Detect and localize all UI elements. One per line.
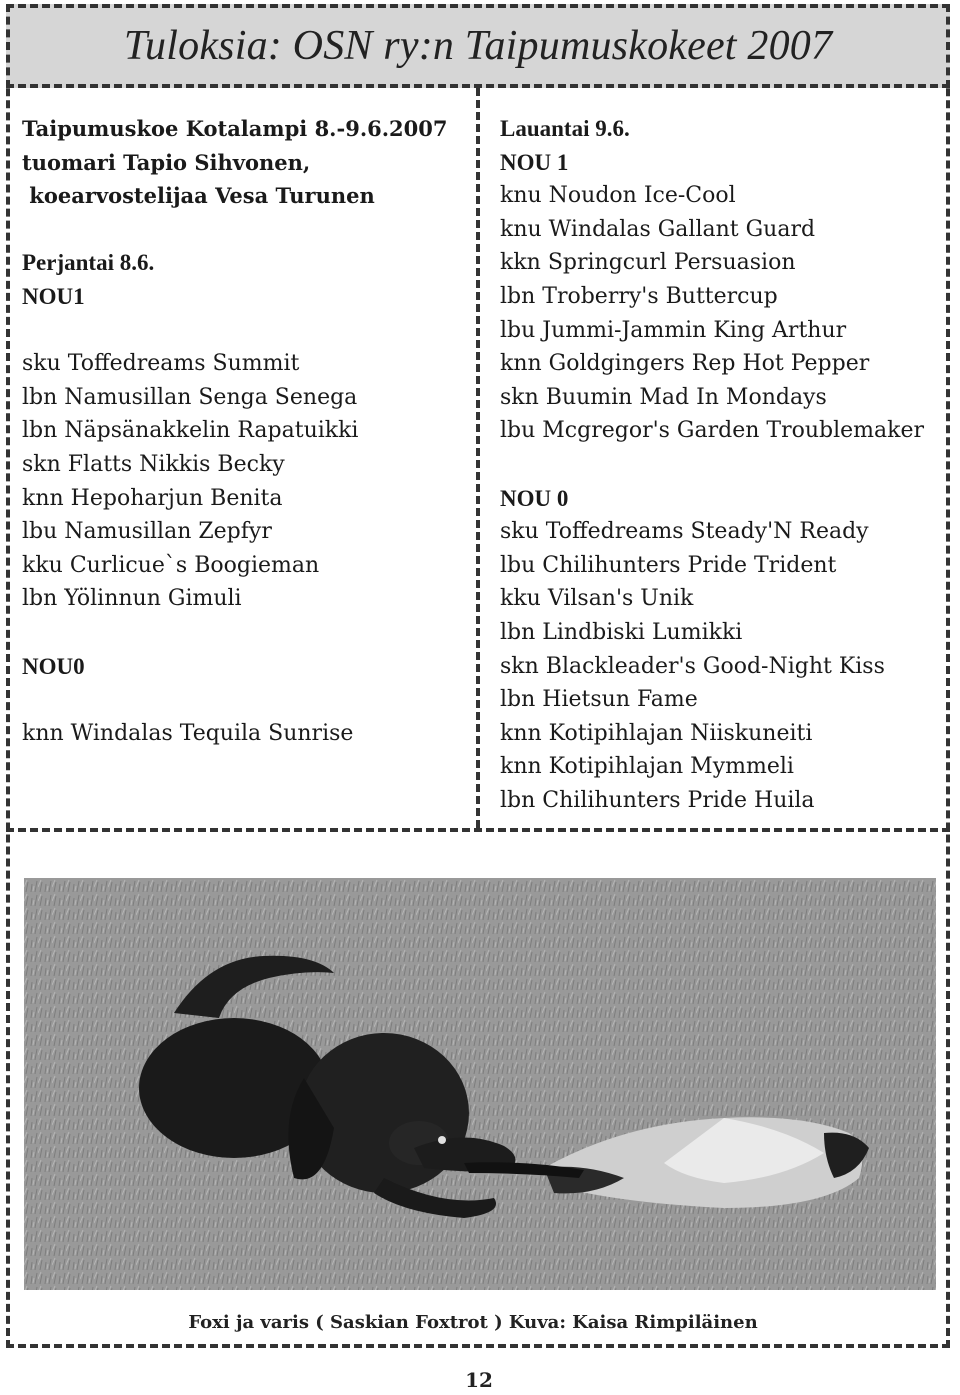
result-entry: lbu Mcgregor's Garden Troublemaker xyxy=(500,418,924,444)
right-column xyxy=(500,112,940,817)
photo-caption: Foxi ja varis ( Saskian Foxtrot ) Kuva: Kaisa Rimpiläinen xyxy=(188,1312,758,1333)
result-entry: kku Curlicue`s Boogieman xyxy=(22,552,320,578)
section-divider xyxy=(6,828,950,832)
result-entry: kku Vilsan's Unik xyxy=(500,586,694,612)
left-column xyxy=(22,112,467,750)
evaluator-line: koearvostelijaa Vesa Turunen xyxy=(22,183,375,209)
result-entry: lbu Chilihunters Pride Trident xyxy=(500,552,837,578)
result-entry: skn Blackleader's Good-Night Kiss xyxy=(500,653,885,679)
result-entry: knu Noudon Ice-Cool xyxy=(500,183,736,209)
result-entry: lbn Näpsänakkelin Rapatuikki xyxy=(22,418,359,444)
result-entry: skn Buumin Mad In Mondays xyxy=(500,384,827,410)
result-entry: knn Kotipihlajan Niiskuneiti xyxy=(500,720,813,746)
page-title: Tuloksia: OSN ry:n Taipumuskokeet 2007 xyxy=(123,23,833,69)
result-entry: skn Flatts Nikkis Becky xyxy=(22,451,285,477)
event-title: Taipumuskoe Kotalampi 8.-9.6.2007 xyxy=(22,116,448,141)
result-entry: lbn Chilihunters Pride Huila xyxy=(500,787,815,813)
result-entry: knn Windalas Tequila Sunrise xyxy=(22,720,354,746)
nou0-heading-saturday: NOU 0 xyxy=(500,485,569,511)
result-entry: lbn Lindbiski Lumikki xyxy=(500,619,743,645)
result-entry: lbn Hietsun Fame xyxy=(500,687,698,713)
result-entry: lbn Namusillan Senga Senega xyxy=(22,384,358,410)
result-entry: knn Hepoharjun Benita xyxy=(22,485,283,511)
column-divider xyxy=(476,88,480,828)
result-entry: lbu Namusillan Zepfyr xyxy=(22,519,272,545)
nou0-heading-friday: NOU0 xyxy=(22,653,85,679)
result-entry: knn Kotipihlajan Mymmeli xyxy=(500,754,794,780)
photo-puppy-with-crow xyxy=(24,878,936,1290)
result-entry: lbu Jummi-Jammin King Arthur xyxy=(500,317,847,343)
result-entry: sku Toffedreams Steady'N Ready xyxy=(500,519,869,545)
photo-illustration xyxy=(24,878,936,1290)
result-entry: lbn Troberry's Buttercup xyxy=(500,283,778,309)
day-heading-saturday: Lauantai 9.6. xyxy=(500,116,630,141)
nou1-heading-saturday: NOU 1 xyxy=(500,149,569,175)
page-number: 12 xyxy=(465,1368,493,1392)
result-entry: knu Windalas Gallant Guard xyxy=(500,216,816,242)
day-heading-friday: Perjantai 8.6. xyxy=(22,250,155,276)
result-entry: lbn Yölinnun Gimuli xyxy=(22,586,242,612)
result-entry: kkn Springcurl Persuasion xyxy=(500,250,796,276)
result-entry: sku Toffedreams Summit xyxy=(22,351,300,377)
title-bar xyxy=(6,4,950,88)
result-entry: knn Goldgingers Rep Hot Pepper xyxy=(500,351,870,377)
judge-line: tuomari Tapio Sihvonen, xyxy=(22,149,311,175)
nou1-heading-friday: NOU1 xyxy=(22,283,85,309)
